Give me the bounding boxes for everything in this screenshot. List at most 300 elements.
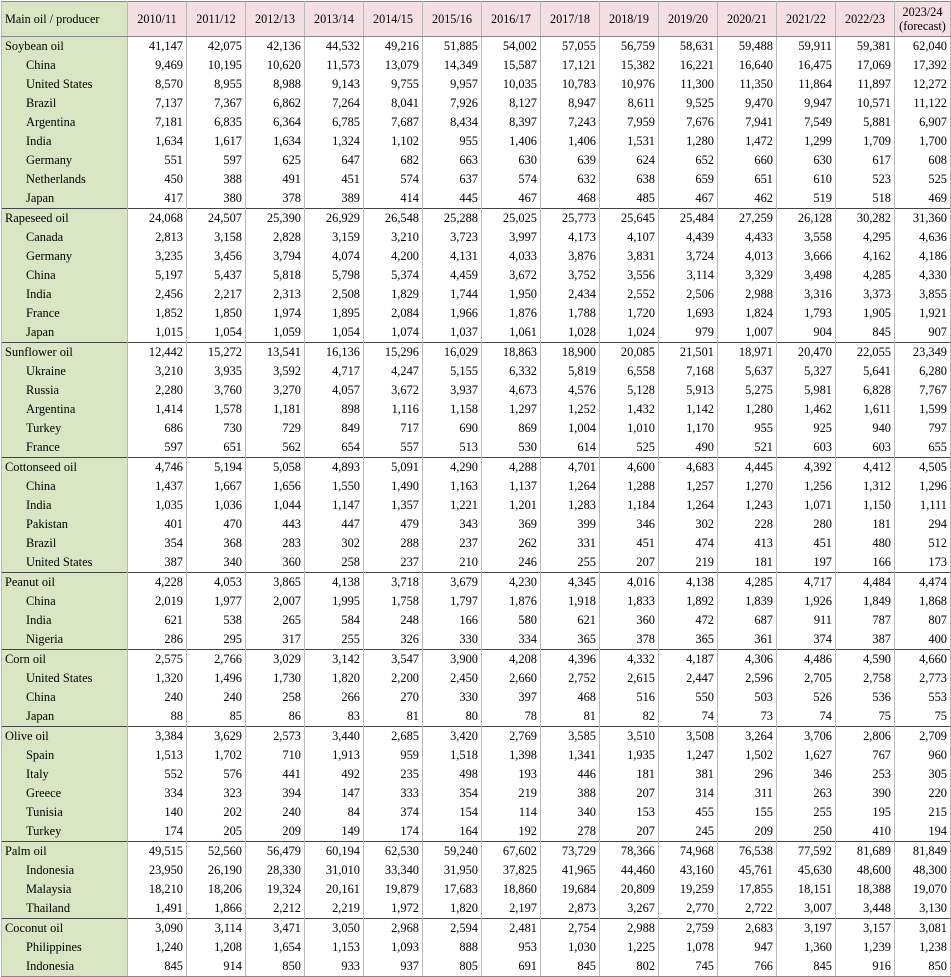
value-cell: 2,594 [423, 919, 482, 939]
value-cell: 1,977 [187, 592, 246, 611]
value-cell: 18,151 [777, 880, 836, 899]
value-cell: 246 [482, 553, 541, 573]
value-cell: 1,054 [305, 323, 364, 343]
value-cell: 73 [718, 707, 777, 727]
value-cell: 1,142 [659, 400, 718, 419]
value-cell: 388 [187, 170, 246, 189]
value-cell: 1,054 [187, 323, 246, 343]
value-cell: 5,798 [305, 266, 364, 285]
header-year-label: 2011/12 [196, 12, 236, 26]
value-cell: 26,128 [777, 209, 836, 229]
header-year [895, 2, 951, 37]
value-cell: 455 [659, 803, 718, 822]
value-cell: 1,617 [187, 132, 246, 151]
value-cell: 228 [718, 515, 777, 534]
value-cell: 330 [423, 630, 482, 650]
value-cell: 516 [600, 688, 659, 707]
value-cell: 1,820 [423, 899, 482, 919]
value-cell: 3,706 [777, 727, 836, 747]
value-cell: 33,340 [364, 861, 423, 880]
value-cell: 610 [777, 170, 836, 189]
oil-name: Sunflower oil [2, 343, 128, 363]
producer-row [2, 592, 951, 611]
value-cell: 3,440 [305, 727, 364, 747]
value-cell: 278 [541, 822, 600, 842]
value-cell: 28,330 [246, 861, 305, 880]
value-cell: 3,210 [364, 228, 423, 247]
value-cell: 210 [423, 553, 482, 573]
producer-row [2, 189, 951, 209]
producer-name: Netherlands [2, 170, 128, 189]
value-cell: 1,876 [482, 592, 541, 611]
value-cell: 311 [718, 784, 777, 803]
value-cell: 1,793 [777, 304, 836, 323]
value-cell: 4,590 [836, 650, 895, 670]
value-cell: 174 [128, 822, 187, 842]
producer-row [2, 113, 951, 132]
value-cell: 3,629 [187, 727, 246, 747]
value-cell: 7,137 [128, 94, 187, 113]
value-cell: 333 [364, 784, 423, 803]
value-cell: 850 [246, 957, 305, 977]
value-cell: 59,240 [423, 842, 482, 862]
value-cell: 441 [246, 765, 305, 784]
value-cell: 75 [836, 707, 895, 727]
value-cell: 904 [777, 323, 836, 343]
producer-name: Japan [2, 707, 128, 727]
value-cell: 2,683 [718, 919, 777, 939]
value-cell: 4,701 [541, 458, 600, 478]
value-cell: 1,360 [777, 938, 836, 957]
value-cell: 1,270 [718, 477, 777, 496]
value-cell: 953 [482, 938, 541, 957]
value-cell: 2,456 [128, 285, 187, 304]
value-cell: 2,759 [659, 919, 718, 939]
value-cell: 14,349 [423, 56, 482, 75]
value-cell: 1,093 [364, 938, 423, 957]
value-cell: 174 [364, 822, 423, 842]
value-cell: 237 [423, 534, 482, 553]
value-cell: 6,280 [895, 362, 951, 381]
value-cell: 4,717 [777, 573, 836, 593]
value-cell: 3,831 [600, 247, 659, 266]
value-cell: 74,968 [659, 842, 718, 862]
value-cell: 62,040 [895, 37, 951, 57]
value-cell: 1,181 [246, 400, 305, 419]
value-cell: 7,367 [187, 94, 246, 113]
value-cell: 164 [423, 822, 482, 842]
value-cell: 8,397 [482, 113, 541, 132]
value-cell: 1,015 [128, 323, 187, 343]
value-cell: 3,267 [600, 899, 659, 919]
value-cell: 4,332 [600, 650, 659, 670]
value-cell: 248 [364, 611, 423, 630]
value-cell: 1,280 [659, 132, 718, 151]
value-cell: 49,216 [364, 37, 423, 57]
value-cell: 197 [777, 553, 836, 573]
value-cell: 75 [895, 707, 951, 727]
value-cell: 5,981 [777, 381, 836, 400]
value-cell: 5,155 [423, 362, 482, 381]
producer-name: Brazil [2, 94, 128, 113]
value-cell: 149 [305, 822, 364, 842]
value-cell: 717 [364, 419, 423, 438]
value-cell: 49,515 [128, 842, 187, 862]
value-cell: 2,873 [541, 899, 600, 919]
value-cell: 933 [305, 957, 364, 977]
oil-name: Soybean oil [2, 37, 128, 57]
value-cell: 5,913 [659, 381, 718, 400]
value-cell: 219 [659, 553, 718, 573]
value-cell: 3,876 [541, 247, 600, 266]
producer-row [2, 323, 951, 343]
value-cell: 378 [246, 189, 305, 209]
value-cell: 41,147 [128, 37, 187, 57]
value-cell: 265 [246, 611, 305, 630]
value-cell: 3,114 [187, 919, 246, 939]
value-cell: 44,460 [600, 861, 659, 880]
value-cell: 4,208 [482, 650, 541, 670]
value-cell: 1,007 [718, 323, 777, 343]
producer-name: United States [2, 75, 128, 94]
value-cell: 17,855 [718, 880, 777, 899]
producer-row [2, 266, 951, 285]
value-cell: 3,081 [895, 919, 951, 939]
header-year-label: 2020/21 [727, 12, 767, 26]
value-cell: 3,373 [836, 285, 895, 304]
value-cell: 6,558 [600, 362, 659, 381]
value-cell: 16,029 [423, 343, 482, 363]
oil-name: Olive oil [2, 727, 128, 747]
value-cell: 3,007 [777, 899, 836, 919]
value-cell: 41,965 [541, 861, 600, 880]
value-cell: 5,819 [541, 362, 600, 381]
value-cell: 1,239 [836, 938, 895, 957]
value-cell: 414 [364, 189, 423, 209]
value-cell: 805 [423, 957, 482, 977]
value-cell: 20,809 [600, 880, 659, 899]
value-cell: 334 [128, 784, 187, 803]
value-cell: 1,966 [423, 304, 482, 323]
value-cell: 4,138 [305, 573, 364, 593]
value-cell: 1,472 [718, 132, 777, 151]
value-cell: 479 [364, 515, 423, 534]
value-cell: 450 [128, 170, 187, 189]
value-cell: 305 [895, 765, 951, 784]
value-cell: 443 [246, 515, 305, 534]
value-cell: 2,575 [128, 650, 187, 670]
value-cell: 1,036 [187, 496, 246, 515]
value-cell: 22,055 [836, 343, 895, 363]
value-cell: 37,825 [482, 861, 541, 880]
value-cell: 5,275 [718, 381, 777, 400]
value-cell: 1,876 [482, 304, 541, 323]
producer-row [2, 938, 951, 957]
producer-name: Argentina [2, 113, 128, 132]
producer-row [2, 132, 951, 151]
producer-row [2, 247, 951, 266]
producer-row [2, 899, 951, 919]
value-cell: 5,637 [718, 362, 777, 381]
producer-row [2, 515, 951, 534]
header-year [305, 2, 364, 37]
header-year [128, 2, 187, 37]
value-cell: 378 [600, 630, 659, 650]
value-cell: 1,611 [836, 400, 895, 419]
value-cell: 54,002 [482, 37, 541, 57]
value-cell: 639 [541, 151, 600, 170]
value-cell: 1,866 [187, 899, 246, 919]
value-cell: 16,640 [718, 56, 777, 75]
value-cell: 45,630 [777, 861, 836, 880]
value-cell: 6,835 [187, 113, 246, 132]
value-cell: 4,673 [482, 381, 541, 400]
value-cell: 2,988 [600, 919, 659, 939]
value-cell: 9,469 [128, 56, 187, 75]
value-cell: 3,760 [187, 381, 246, 400]
value-cell: 3,158 [187, 228, 246, 247]
value-cell: 2,552 [600, 285, 659, 304]
producer-row [2, 746, 951, 765]
producer-name: United States [2, 669, 128, 688]
value-cell: 7,926 [423, 94, 482, 113]
value-cell: 82 [600, 707, 659, 727]
header-year [364, 2, 423, 37]
value-cell: 255 [777, 803, 836, 822]
producer-name: China [2, 56, 128, 75]
value-cell: 469 [895, 189, 951, 209]
value-cell: 250 [777, 822, 836, 842]
value-cell: 19,324 [246, 880, 305, 899]
value-cell: 1,137 [482, 477, 541, 496]
value-cell: 1,225 [600, 938, 659, 957]
value-cell: 3,547 [364, 650, 423, 670]
value-cell: 3,592 [246, 362, 305, 381]
value-cell: 9,143 [305, 75, 364, 94]
value-cell: 3,508 [659, 727, 718, 747]
value-cell: 492 [305, 765, 364, 784]
value-cell: 1,974 [246, 304, 305, 323]
value-cell: 3,235 [128, 247, 187, 266]
value-cell: 346 [600, 515, 659, 534]
value-cell: 2,508 [305, 285, 364, 304]
value-cell: 1,502 [718, 746, 777, 765]
value-cell: 192 [482, 822, 541, 842]
value-cell: 2,596 [718, 669, 777, 688]
value-cell: 530 [482, 438, 541, 458]
value-cell: 845 [777, 957, 836, 977]
value-cell: 608 [895, 151, 951, 170]
value-cell: 18,860 [482, 880, 541, 899]
value-cell: 888 [423, 938, 482, 957]
header-year [187, 2, 246, 37]
value-cell: 1,398 [482, 746, 541, 765]
value-cell: 5,374 [364, 266, 423, 285]
value-cell: 153 [600, 803, 659, 822]
value-cell: 258 [305, 553, 364, 573]
value-cell: 7,687 [364, 113, 423, 132]
value-cell: 16,136 [305, 343, 364, 363]
value-cell: 1,028 [541, 323, 600, 343]
value-cell: 551 [128, 151, 187, 170]
value-cell: 3,724 [659, 247, 718, 266]
value-cell: 2,280 [128, 381, 187, 400]
value-cell: 4,396 [541, 650, 600, 670]
value-cell: 2,968 [364, 919, 423, 939]
value-cell: 1,850 [187, 304, 246, 323]
value-cell: 280 [777, 515, 836, 534]
value-cell: 361 [718, 630, 777, 650]
producer-name: Turkey [2, 822, 128, 842]
value-cell: 914 [187, 957, 246, 977]
value-cell: 42,075 [187, 37, 246, 57]
producer-name: China [2, 477, 128, 496]
value-cell: 480 [836, 534, 895, 553]
value-cell: 17,121 [541, 56, 600, 75]
value-cell: 2,573 [246, 727, 305, 747]
value-cell: 340 [541, 803, 600, 822]
value-cell: 8,434 [423, 113, 482, 132]
value-cell: 18,971 [718, 343, 777, 363]
value-cell: 1,280 [718, 400, 777, 419]
value-cell: 955 [423, 132, 482, 151]
value-cell: 18,900 [541, 343, 600, 363]
value-cell: 845 [541, 957, 600, 977]
oil-name: Peanut oil [2, 573, 128, 593]
producer-name: Brazil [2, 534, 128, 553]
producer-row [2, 784, 951, 803]
value-cell: 4,053 [187, 573, 246, 593]
value-cell: 18,210 [128, 880, 187, 899]
value-cell: 1,252 [541, 400, 600, 419]
value-cell: 6,907 [895, 113, 951, 132]
producer-name: United States [2, 553, 128, 573]
value-cell: 2,709 [895, 727, 951, 747]
value-cell: 25,288 [423, 209, 482, 229]
producer-name: Japan [2, 323, 128, 343]
oil-total-row [2, 842, 951, 862]
value-cell: 1,406 [541, 132, 600, 151]
value-cell: 26,548 [364, 209, 423, 229]
producer-name: Spain [2, 746, 128, 765]
value-cell: 850 [895, 957, 951, 977]
oil-production-table [1, 1, 951, 977]
value-cell: 3,050 [305, 919, 364, 939]
value-cell: 1,221 [423, 496, 482, 515]
value-cell: 45,761 [718, 861, 777, 880]
value-cell: 625 [246, 151, 305, 170]
value-cell: 15,272 [187, 343, 246, 363]
value-cell: 4,486 [777, 650, 836, 670]
value-cell: 4,247 [364, 362, 423, 381]
value-cell: 417 [128, 189, 187, 209]
value-cell: 5,058 [246, 458, 305, 478]
value-cell: 140 [128, 803, 187, 822]
value-cell: 1,150 [836, 496, 895, 515]
value-cell: 651 [718, 170, 777, 189]
value-cell: 4,186 [895, 247, 951, 266]
oil-total-row [2, 650, 951, 670]
producer-name: Germany [2, 247, 128, 266]
value-cell: 1,788 [541, 304, 600, 323]
value-cell: 462 [718, 189, 777, 209]
value-cell: 270 [364, 688, 423, 707]
value-cell: 1,852 [128, 304, 187, 323]
producer-name: Indonesia [2, 861, 128, 880]
value-cell: 334 [482, 630, 541, 650]
value-cell: 21,501 [659, 343, 718, 363]
value-cell: 521 [718, 438, 777, 458]
value-cell: 1,147 [305, 496, 364, 515]
value-cell: 1,531 [600, 132, 659, 151]
header-year-label: 2022/23 [845, 12, 885, 26]
value-cell: 659 [659, 170, 718, 189]
value-cell: 4,187 [659, 650, 718, 670]
value-cell: 25,025 [482, 209, 541, 229]
value-cell: 9,525 [659, 94, 718, 113]
value-cell: 1,578 [187, 400, 246, 419]
value-cell: 766 [718, 957, 777, 977]
value-cell: 57,055 [541, 37, 600, 57]
header-year-label: 2012/13 [255, 12, 295, 26]
value-cell: 12,272 [895, 75, 951, 94]
producer-row [2, 304, 951, 323]
value-cell: 2,217 [187, 285, 246, 304]
value-cell: 368 [187, 534, 246, 553]
oil-name: Coconut oil [2, 919, 128, 939]
value-cell: 472 [659, 611, 718, 630]
value-cell: 7,243 [541, 113, 600, 132]
value-cell: 1,240 [128, 938, 187, 957]
value-cell: 1,320 [128, 669, 187, 688]
value-cell: 4,016 [600, 573, 659, 593]
value-cell: 207 [600, 553, 659, 573]
producer-name: Malaysia [2, 880, 128, 899]
value-cell: 1,243 [718, 496, 777, 515]
value-cell: 288 [364, 534, 423, 553]
value-cell: 647 [305, 151, 364, 170]
value-cell: 343 [423, 515, 482, 534]
value-cell: 3,855 [895, 285, 951, 304]
value-cell: 4,636 [895, 228, 951, 247]
value-cell: 512 [895, 534, 951, 553]
value-cell: 4,445 [718, 458, 777, 478]
value-cell: 18,206 [187, 880, 246, 899]
value-cell: 3,142 [305, 650, 364, 670]
producer-row [2, 957, 951, 977]
value-cell: 283 [246, 534, 305, 553]
value-cell: 81,849 [895, 842, 951, 862]
value-cell: 3,672 [364, 381, 423, 400]
value-cell: 1,208 [187, 938, 246, 957]
value-cell: 553 [895, 688, 951, 707]
value-cell: 1,833 [600, 592, 659, 611]
value-cell: 1,709 [836, 132, 895, 151]
value-cell: 498 [423, 765, 482, 784]
value-cell: 518 [836, 189, 895, 209]
value-cell: 237 [364, 553, 423, 573]
value-cell: 1,071 [777, 496, 836, 515]
header-year-label: 2014/15 [373, 12, 413, 26]
value-cell: 3,130 [895, 899, 951, 919]
value-cell: 296 [718, 765, 777, 784]
value-cell: 4,683 [659, 458, 718, 478]
value-cell: 745 [659, 957, 718, 977]
value-cell: 911 [777, 611, 836, 630]
value-cell: 621 [541, 611, 600, 630]
value-cell: 630 [482, 151, 541, 170]
value-cell: 4,330 [895, 266, 951, 285]
